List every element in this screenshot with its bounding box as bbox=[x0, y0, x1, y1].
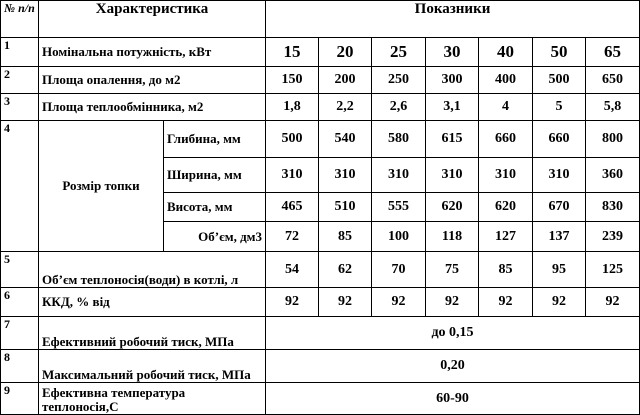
value-cell: 250 bbox=[372, 67, 426, 94]
value-cell: 40 bbox=[479, 38, 533, 67]
value-cell: 50 bbox=[533, 38, 586, 67]
header-row bbox=[1, 1, 640, 38]
value-cell: 92 bbox=[479, 288, 533, 317]
value-cell: 30 bbox=[426, 38, 479, 67]
value-cell: 310 bbox=[533, 158, 586, 193]
table-row bbox=[1, 94, 640, 121]
row-number: 7 bbox=[1, 317, 39, 350]
row-label: Об’єм теплоносія(води) в котлі, л bbox=[39, 252, 266, 288]
row-label: Площа теплообмінника, м2 bbox=[39, 94, 266, 121]
value-cell: 620 bbox=[426, 193, 479, 222]
value-cell: 25 bbox=[372, 38, 426, 67]
value-cell: 62 bbox=[319, 252, 372, 288]
value-cell: 200 bbox=[319, 67, 372, 94]
value-cell: 75 bbox=[426, 252, 479, 288]
value-cell: 500 bbox=[266, 121, 319, 158]
value-cell: 239 bbox=[586, 222, 640, 252]
value-cell: 830 bbox=[586, 193, 640, 222]
value-cell: 85 bbox=[319, 222, 372, 252]
value-cell: 580 bbox=[372, 121, 426, 158]
value-cell: 400 bbox=[479, 67, 533, 94]
value-cell: 85 bbox=[479, 252, 533, 288]
value-cell: 5,8 bbox=[586, 94, 640, 121]
row-label: Номінальна потужність, кВт bbox=[39, 38, 266, 67]
value-cell: 300 bbox=[426, 67, 479, 94]
table-row bbox=[1, 121, 640, 158]
value-cell: 92 bbox=[586, 288, 640, 317]
value-cell: 310 bbox=[372, 158, 426, 193]
value-cell: 650 bbox=[586, 67, 640, 94]
value-cell: 137 bbox=[533, 222, 586, 252]
header-values: Показники bbox=[266, 1, 640, 38]
value-cell: 670 bbox=[533, 193, 586, 222]
value-cell: 660 bbox=[533, 121, 586, 158]
value-cell: 70 bbox=[372, 252, 426, 288]
value-cell: 118 bbox=[426, 222, 479, 252]
table-row bbox=[1, 317, 640, 350]
value-cell: 92 bbox=[372, 288, 426, 317]
value-cell: 615 bbox=[426, 121, 479, 158]
value-cell: 92 bbox=[266, 288, 319, 317]
row-number: 4 bbox=[1, 121, 39, 252]
value-cell: 92 bbox=[533, 288, 586, 317]
spanned-value: до 0,15 bbox=[266, 317, 640, 350]
value-cell: 150 bbox=[266, 67, 319, 94]
spanned-value: 0,20 bbox=[266, 350, 640, 383]
value-cell: 4 bbox=[479, 94, 533, 121]
value-cell: 1,8 bbox=[266, 94, 319, 121]
sub-label: Ширина, мм bbox=[164, 158, 266, 193]
value-cell: 310 bbox=[266, 158, 319, 193]
row-label: Максимальний робочий тиск, МПа bbox=[39, 350, 266, 383]
sub-label: Глибина, мм bbox=[164, 121, 266, 158]
value-cell: 20 bbox=[319, 38, 372, 67]
table-row bbox=[1, 38, 640, 67]
value-cell: 72 bbox=[266, 222, 319, 252]
table-row bbox=[1, 350, 640, 383]
row-label: ККД, % від bbox=[39, 288, 266, 317]
firebox-size-label: Розмір топки bbox=[39, 121, 164, 252]
value-cell: 2,2 bbox=[319, 94, 372, 121]
value-cell: 2,6 bbox=[372, 94, 426, 121]
value-cell: 125 bbox=[586, 252, 640, 288]
table-row bbox=[1, 67, 640, 94]
row-label: Ефективний робочий тиск, МПа bbox=[39, 317, 266, 350]
row-number: 5 bbox=[1, 252, 39, 288]
spanned-value: 60-90 bbox=[266, 383, 640, 415]
table-row bbox=[1, 383, 640, 415]
header-number: № п/п bbox=[1, 1, 39, 38]
value-cell: 310 bbox=[426, 158, 479, 193]
value-cell: 15 bbox=[266, 38, 319, 67]
value-cell: 555 bbox=[372, 193, 426, 222]
value-cell: 95 bbox=[533, 252, 586, 288]
row-number: 2 bbox=[1, 67, 39, 94]
value-cell: 310 bbox=[479, 158, 533, 193]
row-label: Площа опалення, до м2 bbox=[39, 67, 266, 94]
sub-label: Висота, мм bbox=[164, 193, 266, 222]
value-cell: 800 bbox=[586, 121, 640, 158]
row-number: 9 bbox=[1, 383, 39, 415]
table-row bbox=[1, 252, 640, 288]
sub-label: Об’єм, дм3 bbox=[164, 222, 266, 252]
value-cell: 92 bbox=[426, 288, 479, 317]
value-cell: 660 bbox=[479, 121, 533, 158]
value-cell: 360 bbox=[586, 158, 640, 193]
value-cell: 540 bbox=[319, 121, 372, 158]
value-cell: 65 bbox=[586, 38, 640, 67]
value-cell: 310 bbox=[319, 158, 372, 193]
header-characteristic: Характеристика bbox=[39, 1, 266, 38]
value-cell: 127 bbox=[479, 222, 533, 252]
row-label: Ефективна температура теплоносія,С bbox=[39, 383, 266, 415]
row-number: 3 bbox=[1, 94, 39, 121]
row-number: 8 bbox=[1, 350, 39, 383]
value-cell: 500 bbox=[533, 67, 586, 94]
value-cell: 5 bbox=[533, 94, 586, 121]
table-row bbox=[1, 288, 640, 317]
value-cell: 465 bbox=[266, 193, 319, 222]
row-number: 6 bbox=[1, 288, 39, 317]
value-cell: 620 bbox=[479, 193, 533, 222]
value-cell: 92 bbox=[319, 288, 372, 317]
value-cell: 100 bbox=[372, 222, 426, 252]
value-cell: 3,1 bbox=[426, 94, 479, 121]
value-cell: 54 bbox=[266, 252, 319, 288]
value-cell: 510 bbox=[319, 193, 372, 222]
row-number: 1 bbox=[1, 38, 39, 67]
